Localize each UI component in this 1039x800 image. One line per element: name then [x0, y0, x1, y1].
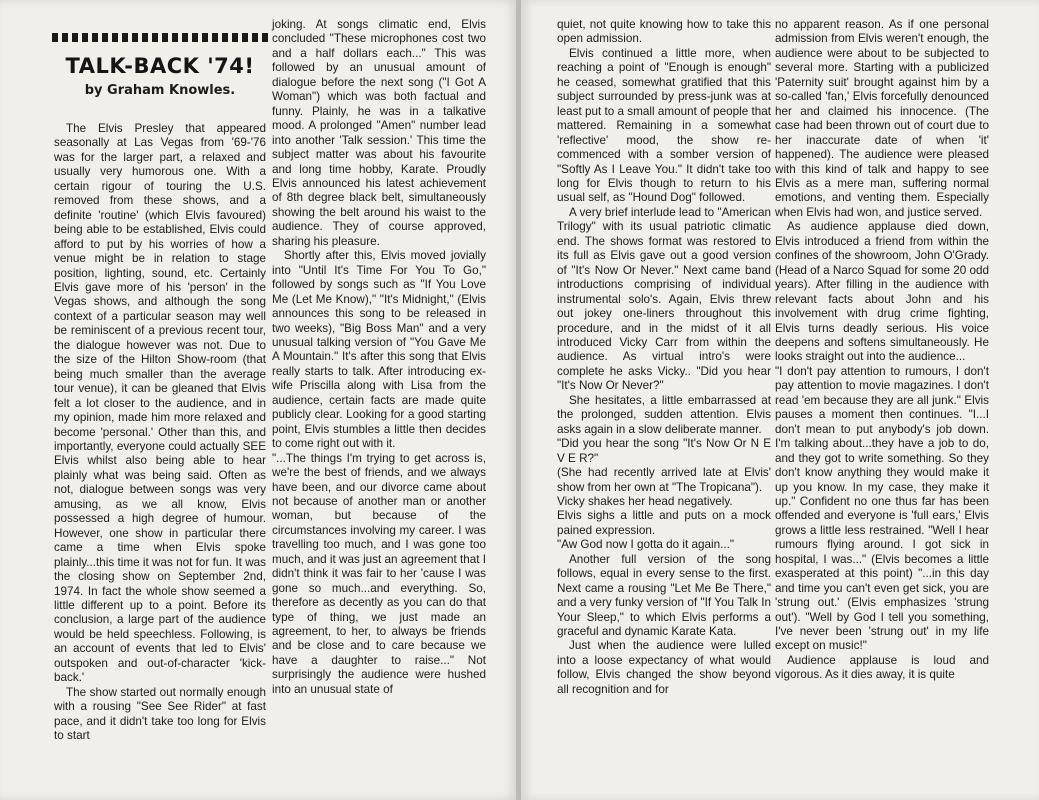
paragraph: Another full version of the song follows, equal in every sense to the first. Next came a rousing "Let Me Be There," and a very funky version of "If You Talk In Your Sleep," to which Elvis performs a graceful and dynamic Karate Kata. — [557, 552, 771, 639]
paragraph: Elvis continued a little more, when reaching a point of "Enough is enough" he ceased, somewhat gratified that this subject surrounded by press-junk was at least put to a small amount of people that mattered. Remaining in a somewhat 'reflective' mood, the show re-commenced with a somber version of "Softly As I Leave You." It didn't take too long for Elvis though to return to his usual self, as "Hound Dog" followed. — [557, 46, 771, 205]
paragraph: Audience applause is loud and vigorous. As it dies away, it is quite — [775, 653, 989, 682]
right-page — [521, 0, 1039, 800]
article-title: TALK-BACK '74! — [65, 54, 255, 78]
paragraph: Just when the audience were lulled into a loose expectancy of what would follow, Elvis changed the show beyond all recognition and for — [557, 639, 771, 696]
column-2 — [272, 18, 486, 697]
paragraph: She hesitates, a little embarrassed at the prolonged, sudden attention. Elvis asks again in a slow deliberate manner. — [557, 393, 771, 436]
paragraph: no apparent reason. As if one personal admission from Elvis weren't enough, the audience were about to be subjected to several more. Starting with a publicized 'Paternity suit' brought against him by a so-called 'fan,' Elvis forcefully denounced her and claimed his innocence. (The case had been thrown out of court due to her inaccurate date of when 'it' happened). The audience were pleased with this kind of talk and happy to see Elvis as a mere man, suffering normal emotions, and venting them. Especially when Elvis had won, and justice served. — [775, 18, 989, 219]
decorative-square-bar — [52, 33, 268, 42]
paragraph: The Elvis Presley that appeared seasonally at Las Vegas from '69-'76 was for the larger part, a relaxed and usually very humorous one. With a certain rigour of touring the U.S. removed from these shows, and a definite 'routine' (which Elvis favoured) being able to be established, Elvis could afford to put by his worries of how a venue might be in relation to stage position, lighting, sound, etc. Certainly Elvis gave more of his 'person' in the Vegas shows, and although the song context of a particular season may well be reminiscent of a previous recent tour, the dialogue however was not. Due to the size of the Hilton Show-room (that being much smaller than the average tour venue), it can be gleaned that Elvis felt a lot closer to the audience, and in my opinion, made him more relaxed and become 'personal.' Other than this, and importantly, everyone could actually SEE Elvis whilst also being able to hear plainly what was being said. Often as not, dialogue between songs was very amusing, as we all know, Elvis possessed a high degree of humour. However, one show in particular there came a time when Elvis spoke plainly...this time it was not for fun. It was the closing show on September 2nd, 1974. In fact the whole show seemed a little different up to a point. Before its conclusion, a large part of the audience would be held speechless. Following, is an account of events that led to Elvis' outspoken and out-of-character 'kick-back.' — [54, 122, 266, 685]
paragraph: "Did you hear the song "It's Now Or N E V E R?" — [557, 437, 771, 465]
paragraph: Elvis sighs a little and puts on a mock pained expression. — [557, 509, 771, 537]
column-3 — [557, 18, 771, 697]
paragraph: Shortly after this, Elvis moved jovially into "Until It's Time For You To Go," followed by songs such as "If You Love Me (Let Me Know)," "It's Midnight," (Elvis announces this song to be released in two weeks), "Big Boss Man" and a very unusual talking version of "You Gave Me A Mountain." It's after this song that Elvis really starts to talk. After introducing ex-wife Priscilla along with Lisa from the audience, certain facts are made quite publicly clear. Looking for a good starting point, Elvis stumbles a little then decides to come right out with it. — [272, 249, 486, 451]
paragraph: (She had recently arrived late at Elvis' show from her own at "The Tropicana"). — [557, 466, 771, 494]
paragraph: As audience applause died down, Elvis introduced a friend from within the confines of the showroom, John O'Grady. (Head of a Narco Squad for some 20 odd years). After filling in the audience with relevant facts about John and his involvement with drug crime fighting, Elvis turns deadly serious. His voice deepens and softens simultaneously. He looks straight out into the audience... — [775, 220, 989, 364]
paragraph: quiet, not quite knowing how to take this open admission. — [557, 18, 771, 46]
paragraph: joking. At songs climatic end, Elvis concluded "These microphones cost two and a half dollars each..." This was followed by an unusual amount of dialogue before the next song ("I Got A Woman") which was both factual and funny. Plainly, he was in a talkative mood. A prolonged "Amen" number lead into another 'Talk session.' This time the subject matter was about his favourite and long time hobby, Karate. Proudly Elvis announced his latest achievement of 8th degree black belt, simultaneously showing the belt around his waist to the audience. They of course approved, sharing his pleasure. — [272, 18, 486, 248]
paragraph: "Aw God now I gotta do it again..." — [557, 538, 735, 552]
column-4 — [775, 18, 989, 683]
left-page — [0, 0, 518, 800]
column-1 — [54, 52, 266, 743]
paragraph: Vicky shakes her head negatively. — [557, 494, 733, 508]
paragraph: A very brief interlude lead to "American Trilogy" with its usual patriotic climatic end. The shows format was restored to its full as Elvis gave out a good version of "It's Now Or Never." Next came band introductions comprising of individual instrumental solo's. Again, Elvis threw out jokey one-liners throughout this procedure, and in the midst of it all introduced Vicky Carr from within the audience. As virtual intro's were complete he asks Vicky.. "Did you hear "It's Now Or Never?" — [557, 205, 771, 393]
paragraph: The show started out normally enough with a rousing "See See Rider" at fast pace, and it didn't take too long for Elvis to start — [54, 685, 266, 743]
paragraph: "...The things I'm trying to get across is, we're the best of friends, and we always have been, and our divorce came about not because of another man or another woman, but because of the circumstances involving my career. I was travelling too much, and I was gone too much, and it was just an agreement that I didn't think it was fair to her 'cause I was gone so much...and everything. So, therefore as decently as you can do that type of thing, we just made an agreement, to her, to always be friends and be close and to care because we have a daughter to raise..." Not surprisingly the audience were hushed into an unusual state of — [272, 451, 486, 696]
article-byline: by Graham Knowles. — [84, 83, 236, 98]
paragraph: "I don't pay attention to rumours, I don't pay attention to movie magazines. I don't read 'em because they are all junk." Elvis pauses a moment then continues. "I...I don't mean to put anybody's job down. I'm talking about...they have a job to do, and they got to write something. So they don't know anything they would make it up you know. In my case, they make it up." Confident no one thus far has been offended and everyone is 'full ears,' Elvis grows a little less restrained. "Well I hear rumours flying around. I got sick in hospital, I was..." (Elvis becomes a little exasperated at this point) "...in this day and time you can't even get sick, you are 'strung out.' (Elvis emphasizes 'strung out'). "Well by God I tell you something, I've never been 'strung out' in my life except on music!" — [775, 364, 989, 653]
